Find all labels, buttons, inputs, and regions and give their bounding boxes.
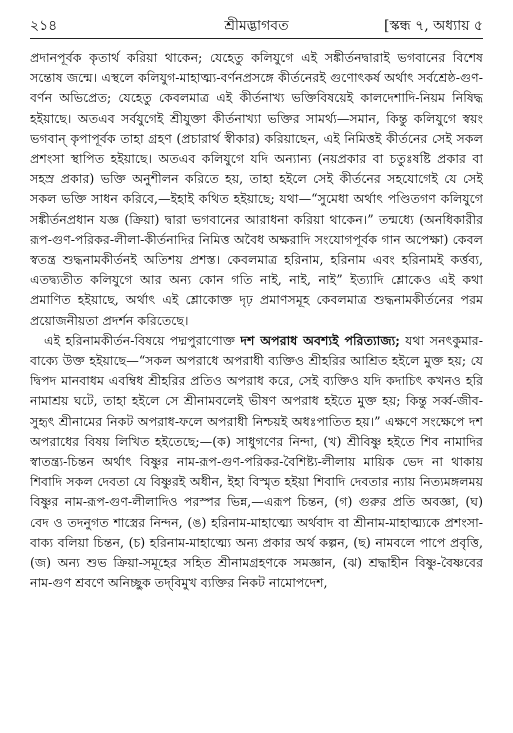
paragraph-1-text: প্রদানপূর্বক কৃতার্থ করিয়া থাকেন; যেহেতু কলিযুগে এই সঙ্কীর্তনদ্বারাই ভগবানের বিশেষ সন্তোষ জন্মে। এস্থলে কলিযুগ-মাহাত্ম্য-বর্ণনপ্রসঙ্গে কীর্তনেরই গুণোৎকর্ষ অর্থাৎ সর্বশ্রেষ্ঠ-গুণ-বর্ণন অভিপ্রেত; যেহেতু কেবলমাত্র এই কীর্তনাখ্য ভক্তিবিষয়েই কালদেশাদি-নিয়ম নিষিদ্ধ হইয়াছে। অতএব সর্বযুগেই শ্রীযুক্তা কীর্তনাখ্যা ভক্তির সামর্থ্য—সমান, কিন্তু কলিযুগে স্বয়ং ভগবান্ কৃপাপূর্বক তাহা গ্রহণ (প্রচারার্থ স্বীকার) করিয়াছেন, এই নিমিত্তই কীর্তনের সেই সকল প্রশংসা স্থাপিত হইয়াছে। অতএব কলিযুগে যদি অন্যান্য (নয়প্রকার বা চতুঃষষ্টি প্রকার বা সহস্র প্রকার) ভক্তি অনুশীলন করিতে হয়, তাহা হইলে সেই কীর্তনের সহযোগেই যে সেই সকল ভক্তি সাধন করিবে,—ইহাই কথিত হইয়াছে; যথা—“সুমেধা অর্থাৎ পণ্ডিতগণ কলিযুগে সঙ্কীর্তনপ্রধান যজ্ঞ (ক্রিয়া) দ্বারা ভগবানের আরাধনা করিয়া থাকেন।” তন্মধ্যে (অনধিকারীর রূপ-গুণ-পরিকর-লীলা-কীর্তনাদির নিমিত্ত অবৈধ অক্ষরাদি সংযোগপূর্বক গান অপেক্ষা) কেবল স্বতন্ত্র শুদ্ধনামকীর্তনই অতিশয় প্রশস্ত। কেবলমাত্র হরিনাম, হরিনাম এবং হরিনামই কর্ত্তব্য, এতদ্ব্যতীত কলিযুগে আর অন্য কোন গতি নাই, নাই, নাই” ইত্যাদি শ্লোকেও এই কথা প্রমাণিত হইয়াছে, অর্থাৎ এই শ্লোকোক্ত দৃঢ় প্রমাণসমূহ কেবলমাত্র শুদ্ধনামকীর্তনের পরম প্রয়োজনীয়তা প্রদর্শন করিতেছে। [30, 50, 483, 328]
header-rule [30, 38, 483, 39]
paragraph-2-text-b: যথা সনৎকুমার-বাক্যে উক্ত হইয়াছে—“সকল অপরাধে অপরাধী ব্যক্তিও শ্রীহরির আশ্রিত হইলে মুক্ত হয়; যে দ্বিপদ মানবাধম এবম্বিধ শ্রীহরির প্রতিও অপরাধ করে, সেই ব্যক্তিও যদি কদাচিৎ কখনও হরি নামাশ্রয় ঘটে, তাহা হইলে সে শ্রীনামবলেই ভীষণ অপরাধ হইতে মুক্ত হয়; কিন্তু সর্ব্ব-জীব-সুহৃৎ শ্রীনামের নিকট অপরাধ-ফলে অপরাধী নিশ্চয়ই অধঃপাতিত হয়।” এক্ষণে সংক্ষেপে দশ অপরাধের বিষয় লিখিত হইতেছে;—(ক) সাধুগণের নিন্দা, (খ) শ্রীবিষ্ণু হইতে শিব নামাদির স্বাতন্ত্র্য-চিন্তন অর্থাৎ বিষ্ণুর নাম-রূপ-গুণ-পরিকর-বৈশিষ্ট্য-লীলায় মায়িক ভেদ না থাকায় শিবাদি সকল দেবতা যে বিষ্ণুরই অধীন, ইহা বিস্মৃত হইয়া শিবাদি দেবতার ন্যায় নিত্যমঙ্গলময় বিষ্ণুর নাম-রূপ-গুণ-লীলাদিও পরস্পর ভিন্ন,—এরূপ চিন্তন, (গ) গুরুর প্রতি অবজ্ঞা, (ঘ) বেদ ও তদনুগত শাস্ত্রের নিন্দন, (ঙ) হরিনাম-মাহাত্ম্যে অর্থবাদ বা শ্রীনাম-মাহাত্ম্যকে প্রশংসা-বাক্য বলিয়া চিন্তন, (চ) হরিনাম-মাহাত্ম্যে অন্য প্রকার অর্থ কল্পন, (ছ) নামবলে পাপে প্রবৃত্তি, (জ) অন্য শুভ ক্রিয়া-সমূহের সহিত শ্রীনামগ্রহণকে সমজ্ঞান, (ঝ) শ্রদ্ধাহীন বিষ্ণু-বৈষ্ণবের নাম-গুণ শ্রবণে অনিচ্ছুক তদ্‌বিমুখ ব্যক্তির নিকট নামোপদেশ, [30, 332, 483, 591]
page-number: ২১৪ [30, 18, 58, 34]
body-text [30, 48, 483, 723]
ten-offenses-heading: দশ অপরাধ অবশ্যই পরিত্যাজ্য; [240, 332, 400, 348]
paragraph-1 [30, 48, 483, 331]
paragraph-2 [30, 331, 483, 594]
book-title: শ্রীমদ্ভাগবত [224, 18, 289, 34]
chapter-reference: [স্কন্ধ ৭, অধ্যায় ৫ [384, 18, 483, 34]
running-header [30, 14, 483, 40]
paragraph-2-text-a: এই হরিনামকীর্তন-বিষয়ে পদ্মপুরাণোক্ত [44, 332, 241, 348]
